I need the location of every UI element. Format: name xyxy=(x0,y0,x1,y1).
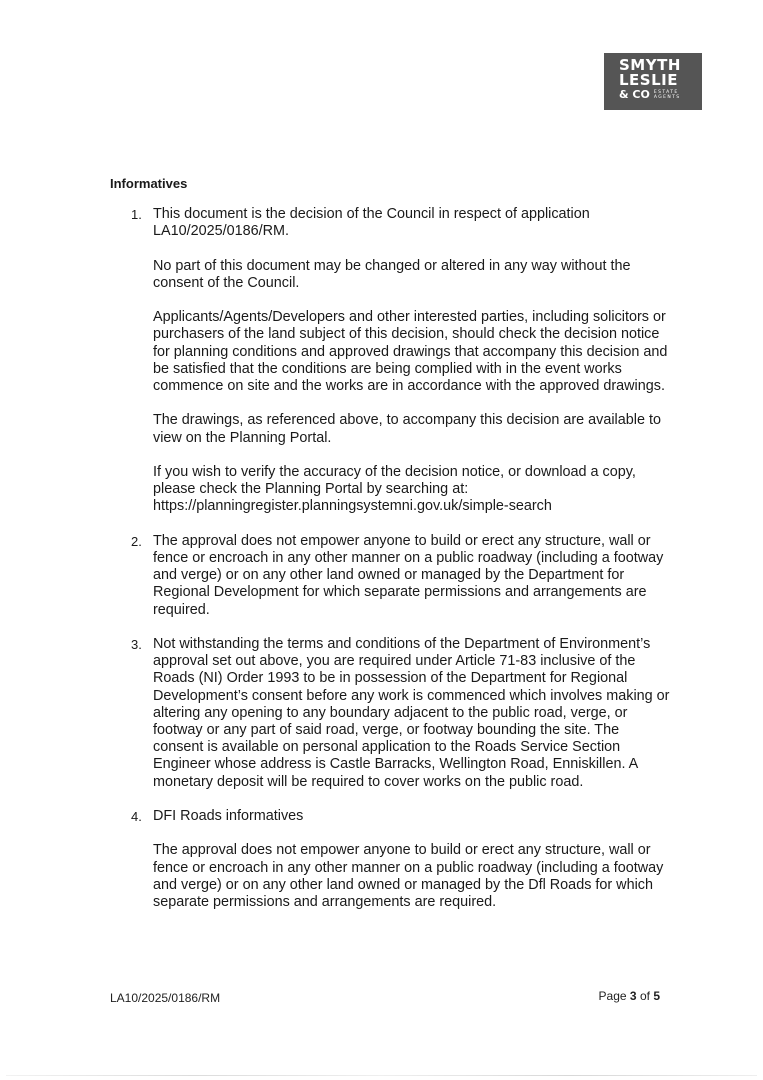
item-paragraph: Applicants/Agents/Developers and other interested parties, including solicitors or purchasers of the land subject of this decision, should check the decision notice for planning conditions and approved drawings that accompany this decision and be satisfied that the conditions are being complied with in the event works commence on site and the works are in accordance with the approved drawings. xyxy=(153,309,668,394)
logo-line-2: LESLIE xyxy=(619,71,678,89)
page-of: of xyxy=(639,989,650,1003)
item-paragraph: DFI Roads informatives xyxy=(153,808,304,824)
item-paragraph: This document is the decision of the Council in respect of application LA10/2025/0186/RM. xyxy=(153,206,590,240)
list-item xyxy=(110,808,670,911)
list-item xyxy=(110,206,670,516)
logo-tag-estate: ESTATE xyxy=(653,90,679,95)
item-paragraph: If you wish to verify the accuracy of the decision notice, or download a copy, please check the Planning Portal by searching at: https://planningregister.planningsystemni.gov.uk/simple-search xyxy=(153,463,636,515)
item-number: 1. xyxy=(131,207,142,222)
footer-application-reference: LA10/2025/0186/RM xyxy=(110,991,221,1005)
item-paragraph: The approval does not empower anyone to build or erect any structure, wall or fence or encroach in any other manner on a public roadway (including a footway and verge) or on any other land owned or managed by the Dfl Roads for which separate permissions and arrangements are required. xyxy=(153,842,664,910)
list-item xyxy=(110,533,670,619)
company-logo xyxy=(604,53,702,110)
scan-edge-divider xyxy=(6,1075,757,1076)
logo-tag-agents: AGENTS xyxy=(653,95,681,100)
list-item xyxy=(110,636,670,791)
item-paragraph: The approval does not empower anyone to build or erect any structure, wall or fence or encroach in any other manner on a public roadway (including a footway and verge) or on any other land owned or managed by the Department for Regional Development for which separate permissions and arrangements are required. xyxy=(153,532,664,618)
item-paragraph: The drawings, as referenced above, to accompany this decision are available to view on the Planning Portal. xyxy=(153,412,661,446)
item-paragraph: No part of this document may be changed or altered in any way without the consent of the Council. xyxy=(153,257,631,291)
item-number: 3. xyxy=(131,636,142,652)
item-paragraph: Not withstanding the terms and conditions of the Department of Environment’s approval set out above, you are required under Article 71-83 inclusive of the Roads (NI) Order 1993 to be in possession of the Department for Regional Development’s consent before any work is commenced which involves making or altering any opening to any boundary adjacent to the public road, verge, or footway or any part of said road, verge, or footway bounding the site. The consent is available on personal application to the Roads Service Section Engineer whose address is Castle Barracks, Wellington Road, Enniskillen. A monetary deposit will be required to cover works on the public road. xyxy=(153,635,670,790)
footer-page-number xyxy=(599,989,660,1003)
informatives-list xyxy=(110,206,670,928)
item-number: 4. xyxy=(131,809,142,824)
logo-amp-co: & CO xyxy=(619,88,650,101)
page-total: 5 xyxy=(653,989,660,1003)
page-current: 3 xyxy=(629,989,637,1003)
logo-tagline xyxy=(654,90,681,100)
page-prefix: Page xyxy=(598,989,627,1003)
section-heading: Informatives xyxy=(110,176,188,191)
item-number: 2. xyxy=(131,533,142,549)
logo-line-1: SMYTH xyxy=(619,56,681,74)
logo-line-3 xyxy=(619,89,702,101)
